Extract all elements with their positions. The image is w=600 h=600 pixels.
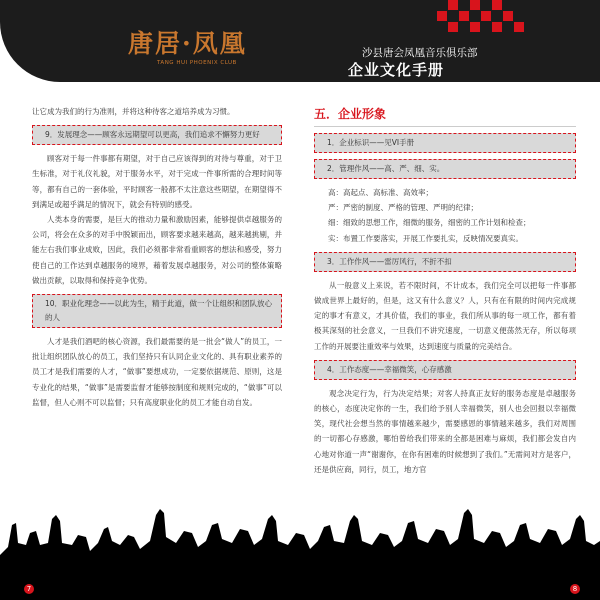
item-4-heading: 4．工作态度——幸福微笑，心存感激 (314, 360, 576, 380)
left-column (32, 104, 282, 410)
decor-square (481, 11, 491, 21)
right-column (314, 104, 576, 477)
item-9-heading: 9．发展理念——顾客永远期望可以更高，我们追求不懈努力更好 (32, 125, 282, 145)
item-3-paragraph-1: 从一般意义上来说，若不限时间，不计成本，我们完全可以把每一件事都做成世界上最好的，但是，这又有什么意义？人，只有在有限的时间内完成规定的事才有意义，才具价值，我们的事业，我们所从事的每一项工作，都有着极其深刻的社会意义，一旦我们不讲究速度，一切意义便荡然无存，所以每项工作的开展要注重效率与效果，达到速度与质量的完美结合。 (314, 280, 576, 351)
crowd-silhouette-image (0, 485, 600, 600)
item-9-paragraph-1: 顾客对于每一件事都有期望，对于自己应该得到的对待与尊重，对于卫生标准，对于礼仪礼貌，对于服务水平，对于完成一件事所需的合理时间等等，都有自己的一套体验，平时顾客一般都不太注意这些期望，在期望得不到满足或超乎满足的情况下，就会有特别的感受。 (32, 154, 282, 209)
decor-square (503, 11, 513, 21)
page-number-left: 7 (24, 584, 34, 594)
handbook-title: 企业文化手册 (348, 61, 445, 79)
decor-square (514, 22, 524, 32)
item-10-heading: 10．职业化理念——以此为生，精于此道，做一个让组织和团队放心的人 (32, 294, 282, 328)
list-item: 严：严密的制度、严格的管理、严明的纪律； (328, 203, 478, 213)
decor-square (448, 22, 458, 32)
decor-square (492, 22, 502, 32)
section-title: 五．企业形象 (314, 104, 576, 127)
item-4-paragraph-1: 观念决定行为，行为决定结果；对客人持真正友好的服务态度是卓越服务的核心，态度决定你的一生，我们给予别人幸福微笑，别人也会回报以幸福微笑，现代社会想当然的事情越来越少，需要感恩的事情越来越多，我们对周围的一切都心存感激，哪怕曾给我们带来的全都是困难与麻烦，我们都会发自内心地对你道一声“谢谢你，在你有困难的时候想到了我们。”无需间对方是客户，还是供应商，同行，员工，地方官 (314, 388, 576, 474)
decor-square (448, 0, 458, 10)
decor-square (492, 0, 502, 10)
page-header (0, 0, 600, 82)
item-9-paragraph-2: 人类本身的需要，是巨大的推动力量和激励因素，能够提供卓越服务的公司，将会在众多的对手中脱颖而出，顾客要求越来越高，越来越挑剔，并能左右我们事业成败，因此，我们必须都非常看重顾客的想法和感受，努力使自己的工作达到卓越服务的境界，藉着发展卓越服务，对公司的整体策略做出贡献，以取得和保持竞争优势。 (32, 215, 282, 285)
club-logo: 唐居·凤凰 (128, 29, 247, 58)
club-name: 沙县唐会凤凰音乐俱乐部 (362, 47, 478, 59)
intro-text: 让它成为我们的行为准则，并将这种待客之道培养成为习惯。 (32, 107, 235, 116)
list-item: 实：布置工作要落实，开展工作要扎实，反映情况要真实。 (328, 233, 523, 243)
item-2-heading: 2．管理作风——高、严、细、实。 (314, 159, 576, 179)
list-item: 高：高起点、高标准、高效率； (328, 188, 433, 197)
list-item: 细：细致的思想工作，细微的服务，细密的工作计划和检查； (328, 218, 531, 228)
decor-square (470, 0, 480, 10)
decor-square (470, 22, 480, 32)
club-logo-english: TANG HUI PHOENIX CLUB (157, 60, 237, 66)
page-number-right: 8 (570, 584, 580, 594)
decor-square (459, 11, 469, 21)
item-1-heading: 1．企业标识——见VI手册 (314, 133, 576, 153)
item-3-heading: 3．工作作风——雷厉风行，不折不扣 (314, 252, 576, 272)
decor-square (437, 11, 447, 21)
item-10-paragraph-1: 人才是我们酒吧的核心资源，我们最需要的是一批会“做人”的员工，一批让组织团队放心的员工，我们坚持只有认同企业文化的、具有职业素养的员工才是我们需要的人才，“做事”要想成功，一定要依据规范、原则，这是专业化的结果，“做事”是需要监督才能够按制度和规则完成的，“做事”可以监督，但人心则不可以监督；只有高度职业化的员工才能自动自发。 (32, 337, 282, 407)
management-style-list (314, 185, 576, 246)
